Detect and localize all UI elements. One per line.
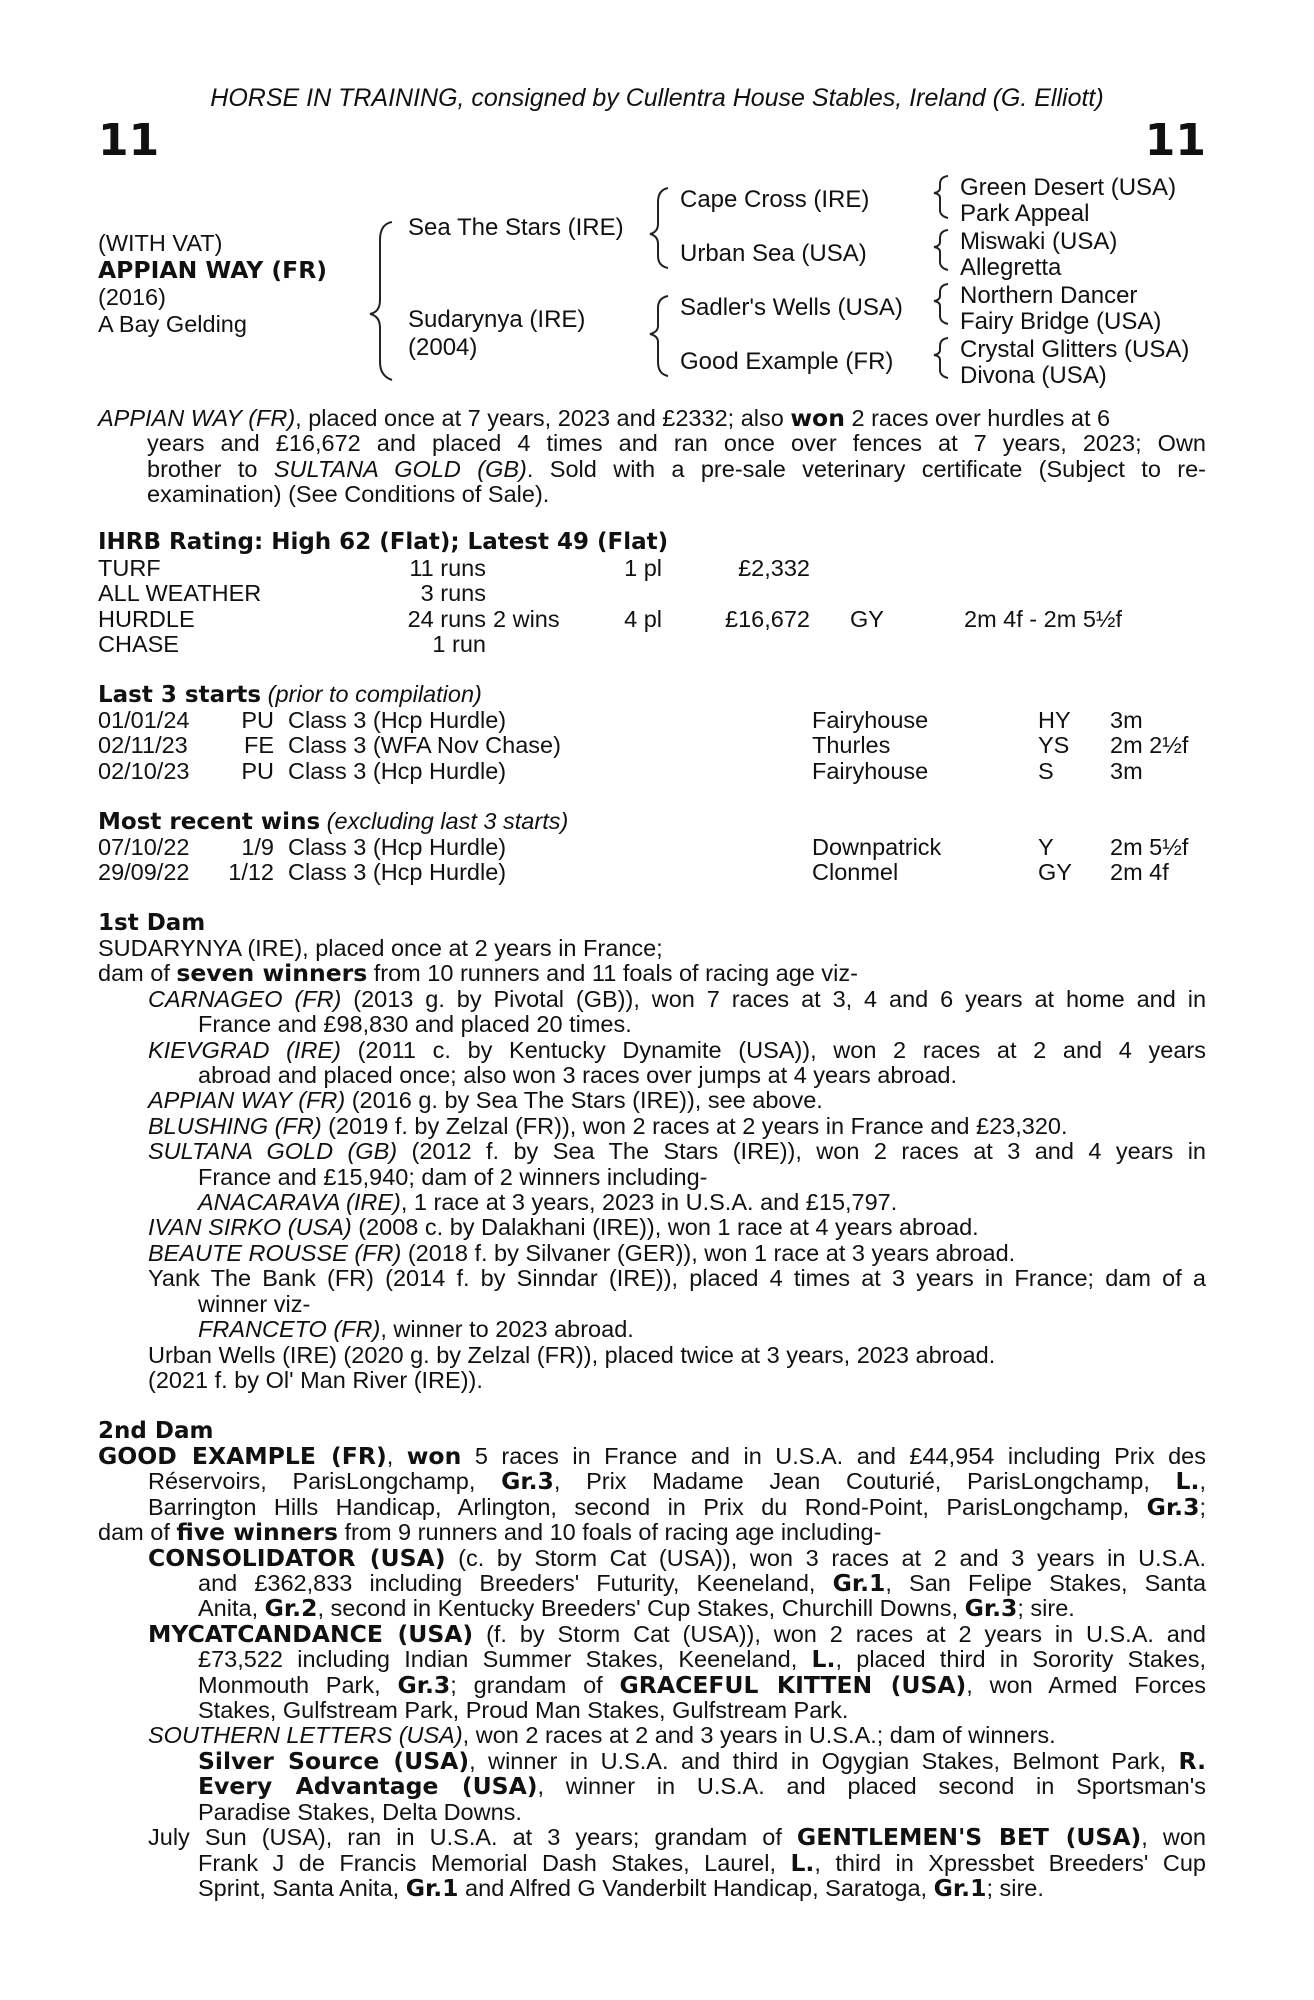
race-row	[98, 707, 1218, 732]
dam2-text: ,	[386, 1443, 407, 1469]
grandprogeny-line	[98, 1190, 1206, 1215]
grade-badge: Gr.2	[264, 1594, 318, 1623]
progeny-name: MYCATCANDANCE (USA)	[148, 1619, 474, 1648]
dam2-text: from 9 runners and 10 foals of racing age including-	[337, 1519, 882, 1546]
progeny-text: , winner in U.S.A. and placed second in Sportsman's	[537, 1773, 1206, 1800]
progeny-text: (2012 f. by Sea The Stars (IRE)), won 2 races at 3 and 4 years in	[397, 1138, 1206, 1165]
vat-note: (WITH VAT)	[98, 230, 223, 256]
progeny-line: France and £98,830 and placed 20 times.	[198, 1011, 632, 1038]
horse-description: A Bay Gelding	[98, 311, 247, 337]
progeny-line	[98, 1543, 1206, 1572]
sds: Miswaki (USA)	[960, 228, 1118, 255]
grade-badge: L.	[790, 1848, 815, 1877]
race-row	[98, 758, 1218, 783]
progeny-text: July Sun (USA), ran in U.S.A. at 3 years; grandam of	[148, 1824, 797, 1851]
cell-position: PU	[241, 757, 274, 784]
dam-text: dam of	[98, 960, 177, 987]
cell-race: Class 3 (Hcp Hurdle)	[288, 859, 507, 886]
grandprogeny-line: Paradise Stakes, Delta Downs.	[198, 1798, 522, 1825]
summary-text: brother to	[147, 455, 274, 482]
last3-heading: Last 3 starts	[98, 682, 262, 708]
progeny-text: (2019 f. by Zelzal (FR)), won 2 races at 2 years in France and £23,320.	[321, 1112, 1068, 1139]
progeny-text: Monmouth Park,	[198, 1671, 398, 1698]
cell-prize: £16,672	[725, 605, 810, 632]
progeny-text: ; grandam of	[450, 1671, 620, 1698]
cell-runs: 24 runs	[407, 605, 486, 632]
cell-date: 02/10/23	[98, 757, 190, 784]
progeny-line	[98, 1114, 1206, 1139]
progeny-text: and £362,833 including Breeders' Futurity, Keeneland,	[198, 1570, 833, 1597]
progeny-text: (f. by Storm Cat (USA)), won 2 races at 2 years in U.S.A. and	[473, 1620, 1206, 1647]
cell-course: Thurles	[812, 732, 891, 759]
progeny-name: SOUTHERN LETTERS (USA)	[148, 1722, 463, 1749]
cell-position: 1/9	[241, 834, 274, 860]
progeny-line: winner viz-	[198, 1290, 311, 1317]
progeny-line: France and £15,940; dam of 2 winners including-	[198, 1163, 708, 1190]
cell-race: Class 3 (Hcp Hurdle)	[288, 834, 507, 860]
dam2-text: ;	[1199, 1493, 1206, 1520]
grade-badge: R.	[1178, 1746, 1206, 1775]
summary-line: years and £16,672 and placed 4 times and ran once over fences at 7 years, 2023; Own	[147, 430, 1206, 457]
progeny-name: KIEVGRAD (IRE)	[148, 1036, 341, 1063]
recent-heading-line	[98, 808, 568, 835]
progeny-name: SULTANA GOLD (GB)	[148, 1138, 398, 1165]
progeny-text: (2008 c. by Dalakhani (IRE)), won 1 race at 4 years abroad.	[351, 1214, 979, 1241]
race-row	[98, 859, 1218, 884]
progeny-name: CONSOLIDATOR (USA)	[148, 1543, 446, 1572]
dam-text: from 10 runners and 11 foals of racing age viz-	[367, 960, 858, 987]
progeny-line	[98, 1241, 1206, 1266]
cell-race: Class 3 (Hcp Hurdle)	[288, 707, 507, 733]
ihrb-row	[98, 580, 1218, 605]
cell-surface: TURF	[98, 555, 161, 581]
grade-badge: L.	[1175, 1467, 1200, 1496]
dam2-text: Barrington Hills Handicap, Arlington, second in Prix du Rond-Point, ParisLongchamp,	[148, 1493, 1147, 1520]
progeny-line	[98, 1619, 1206, 1648]
progeny-line: Yank The Bank (FR) (2014 f. by Sinndar (IRE)), placed 4 times at 3 years in France; dam of a	[148, 1265, 1206, 1292]
cell-going: S	[1038, 757, 1054, 784]
progeny-text: £73,522 including Indian Summer Stakes, Keeneland,	[198, 1646, 812, 1673]
summary-won: won	[790, 404, 845, 432]
summary-text: . Sold with a pre-sale veterinary certificate (Subject to re-	[526, 455, 1206, 482]
progeny-line	[98, 987, 1206, 1012]
progeny-name: BEAUTE ROUSSE (FR)	[148, 1239, 402, 1266]
horse-name: APPIAN WAY (FR)	[98, 256, 328, 284]
progeny-text: (2016 g. by Sea The Stars (IRE)), see above.	[345, 1087, 823, 1114]
summary-text: 2 races over hurdles at 6	[844, 405, 1111, 431]
cell-position: 1/12	[228, 859, 274, 886]
progeny-text: , winner to 2023 abroad.	[380, 1316, 634, 1343]
progeny-text: , winner in U.S.A. and third in Ogygian Stakes, Belmont Park,	[469, 1747, 1179, 1774]
grade-badge: Gr.1	[933, 1873, 987, 1902]
progeny-name: ANACARAVA (IRE)	[198, 1189, 401, 1216]
cell-going: GY	[1038, 859, 1072, 886]
summary-paragraph	[98, 406, 1206, 508]
dam-line: SUDARYNYA (IRE), placed once at 2 years in France;	[98, 935, 663, 961]
grade-badge: Gr.3	[964, 1594, 1018, 1623]
dss: Northern Dancer	[960, 282, 1138, 309]
dam2-line	[98, 1444, 1206, 1469]
cell-runs: 11 runs	[409, 555, 486, 581]
progeny-name: BLUSHING (FR)	[148, 1112, 322, 1139]
progeny-text: Anita,	[198, 1595, 265, 1622]
recent-note: (excluding last 3 starts)	[326, 808, 569, 834]
dam2-winners: five winners	[176, 1518, 338, 1547]
cell-dist: 2m 4f - 2m 5½f	[964, 605, 1123, 632]
progeny-text: Frank J de Francis Memorial Dash Stakes, Laurel,	[198, 1849, 791, 1876]
progeny-text: and Alfred G Vanderbilt Handicap, Saratoga,	[458, 1874, 934, 1901]
page-header: HORSE IN TRAINING, consigned by Cullentra House Stables, Ireland (G. Elliott)	[210, 84, 1104, 112]
cell-date: 29/09/22	[98, 859, 190, 886]
dam2-text: 5 races in France and in U.S.A. and £44,954 including Prix des	[461, 1443, 1206, 1469]
grade-badge: L.	[811, 1645, 836, 1674]
progeny-line: Stakes, Gulfstream Park, Proud Man Stakes, Gulfstream Park.	[198, 1697, 849, 1724]
progeny-line: Urban Wells (IRE) (2020 g. by Zelzal (FR)), placed twice at 3 years, 2023 abroad.	[148, 1341, 996, 1368]
ssd: Park Appeal	[960, 200, 1090, 227]
grandprogeny-line	[98, 1746, 1206, 1775]
progeny-line	[98, 1596, 1206, 1621]
lot-number-right: 11	[1144, 115, 1206, 166]
cell-going: HY	[1038, 707, 1071, 733]
progeny-text: (2018 f. by Silvaner (GER)), won 1 race at 3 years abroad.	[401, 1239, 1016, 1266]
cell-position: FE	[243, 732, 274, 759]
progeny-text: , won 2 races at 2 and 3 years in U.S.A.; dam of winners.	[462, 1722, 1056, 1749]
cell-prize: £2,332	[738, 555, 810, 581]
recent-heading: Most recent wins	[98, 809, 321, 835]
dam2-name: GOOD EXAMPLE (FR)	[98, 1442, 387, 1470]
cell-dist: 2m 2½f	[1110, 732, 1189, 759]
cell-dist: 2m 5½f	[1110, 834, 1189, 860]
race-row	[98, 732, 1218, 757]
progeny-line	[98, 1873, 1206, 1902]
progeny-name: FRANCETO (FR)	[198, 1316, 381, 1343]
progeny-line	[98, 1571, 1206, 1596]
dam2-text: Réservoirs, ParisLongchamp,	[148, 1468, 502, 1495]
dam-year: (2004)	[408, 334, 478, 361]
cell-course: Downpatrick	[812, 834, 942, 860]
progeny-line	[98, 1215, 1206, 1240]
ihrb-heading: IHRB Rating: High 62 (Flat); Latest 49 (Flat)	[98, 529, 669, 555]
progeny-line: (2021 f. by Ol' Man River (IRE)).	[148, 1366, 483, 1393]
cell-date: 02/11/23	[98, 732, 188, 759]
ihrb-table	[98, 555, 1218, 657]
progeny-text: , 1 race at 3 years, 2023 in U.S.A. and £15,797.	[400, 1189, 898, 1216]
progeny-name: IVAN SIRKO (USA)	[148, 1214, 352, 1241]
grade-badge: Gr.3	[1146, 1492, 1200, 1521]
ihrb-row	[98, 606, 1218, 631]
dam2-line	[98, 1469, 1206, 1494]
cell-dist: 3m	[1110, 757, 1143, 784]
progeny-text: (2013 g. by Pivotal (GB)), won 7 races at 3, 4 and 6 years at home and in	[341, 985, 1207, 1012]
progeny-line	[98, 1088, 1206, 1113]
lot-number-left: 11	[98, 115, 160, 166]
progeny-text: ; sire.	[1017, 1595, 1075, 1622]
progeny-line: abroad and placed once; also won 3 races over jumps at 4 years abroad.	[198, 1062, 957, 1089]
progeny-name: APPIAN WAY (FR)	[148, 1087, 346, 1114]
progeny-line	[98, 1848, 1206, 1877]
ihrb-row	[98, 631, 1218, 656]
cell-race: Class 3 (WFA Nov Chase)	[288, 732, 561, 759]
progeny-line	[98, 1723, 1206, 1748]
cell-dist: 2m 4f	[1110, 859, 1169, 886]
progeny-name: Silver Source (USA)	[198, 1746, 470, 1775]
progeny-line	[98, 1825, 1206, 1850]
grade-badge: Gr.1	[832, 1569, 886, 1598]
progeny-name: GENTLEMEN'S BET (USA)	[796, 1823, 1142, 1852]
first-dam-heading: 1st Dam	[98, 910, 206, 936]
dds: Crystal Glitters (USA)	[960, 336, 1190, 363]
cell-surface: ALL WEATHER	[98, 580, 262, 607]
sdd: Allegretta	[960, 254, 1062, 281]
cell-surface: CHASE	[98, 631, 179, 658]
progeny-text: , placed third in Sorority Stakes,	[835, 1646, 1207, 1673]
progeny-line	[98, 1670, 1207, 1699]
ddd: Divona (USA)	[960, 362, 1107, 389]
progeny-text: , San Felipe Stakes, Santa	[885, 1570, 1207, 1597]
progeny-text: , won	[1141, 1824, 1206, 1851]
progeny-text: (2011 c. by Kentucky Dynamite (USA)), won 2 races at 2 and 4 years	[340, 1036, 1206, 1063]
grandprogeny-line	[98, 1317, 1206, 1342]
recent-table	[98, 834, 1218, 885]
cell-going: GY	[850, 605, 884, 632]
progeny-text: ; sire.	[986, 1874, 1044, 1901]
cell-going: Y	[1038, 834, 1054, 860]
cell-wins: 2 wins	[493, 605, 560, 632]
progeny-text: (c. by Storm Cat (USA)), won 3 races at 2 and 3 years in U.S.A.	[445, 1544, 1206, 1571]
progeny-text: Sprint, Santa Anita,	[198, 1874, 406, 1901]
cell-course: Fairyhouse	[812, 757, 929, 784]
sire-name: Sea The Stars (IRE)	[408, 214, 624, 241]
progeny-line	[98, 1647, 1206, 1672]
cell-race: Class 3 (Hcp Hurdle)	[288, 757, 507, 784]
summary-sibling: SULTANA GOLD (GB)	[273, 455, 527, 482]
dam2-text: , Prix Madame Jean Couturié, ParisLongchamp,	[553, 1468, 1176, 1495]
grade-badge: Gr.3	[397, 1670, 451, 1699]
sire-sire: Cape Cross (IRE)	[680, 186, 870, 213]
last3-heading-line	[98, 681, 482, 708]
cell-date: 07/10/22	[98, 834, 190, 860]
summary-horse-name: APPIAN WAY (FR)	[98, 405, 296, 431]
first-dam-section	[98, 936, 1206, 1393]
dam2-line	[98, 1520, 1206, 1545]
progeny-text: , second in Kentucky Breeders' Cup Stakes, Churchill Downs,	[317, 1595, 965, 1622]
dam2-won: won	[406, 1442, 462, 1470]
dam-dam: Good Example (FR)	[680, 348, 894, 375]
grade-badge: Gr.1	[405, 1873, 459, 1902]
second-dam-section	[98, 1444, 1206, 1901]
cell-course: Clonmel	[812, 859, 899, 886]
sire-dam: Urban Sea (USA)	[680, 240, 867, 267]
cell-surface: HURDLE	[98, 605, 195, 632]
dam-sire: Sadler's Wells (USA)	[680, 294, 903, 321]
cell-course: Fairyhouse	[812, 707, 929, 733]
summary-line: examination) (See Conditions of Sale).	[147, 481, 550, 508]
sss: Green Desert (USA)	[960, 174, 1177, 201]
progeny-name: GRACEFUL KITTEN (USA)	[619, 1670, 967, 1699]
cell-runs: 1 run	[432, 631, 486, 658]
cell-position: PU	[241, 707, 274, 733]
dam-name: Sudarynya (IRE)	[408, 306, 586, 333]
foaling-year: (2016)	[98, 284, 166, 310]
dam2-line	[98, 1492, 1206, 1521]
dsd: Fairy Bridge (USA)	[960, 308, 1162, 335]
cell-places: 4 pl	[624, 605, 662, 632]
race-row	[98, 834, 1218, 859]
cell-places: 1 pl	[624, 555, 662, 581]
ihrb-row	[98, 555, 1218, 580]
cell-going: YS	[1038, 732, 1070, 759]
last3-table	[98, 707, 1218, 783]
second-dam-heading: 2nd Dam	[98, 1418, 214, 1444]
last3-note: (prior to compilation)	[267, 681, 482, 707]
progeny-line	[98, 1038, 1206, 1063]
grade-badge: Gr.3	[501, 1467, 554, 1496]
progeny-text: , third in Xpressbet Breeders' Cup	[814, 1849, 1206, 1876]
cell-dist: 3m	[1110, 707, 1143, 733]
dam-winners: seven winners	[176, 959, 368, 988]
grandprogeny-line	[98, 1774, 1206, 1799]
dam2-text: dam of	[98, 1519, 177, 1546]
progeny-line	[98, 1139, 1206, 1164]
progeny-name: CARNAGEO (FR)	[148, 985, 342, 1012]
cell-date: 01/01/24	[98, 707, 190, 733]
cell-runs: 3 runs	[420, 580, 486, 607]
progeny-text: , won Armed Forces	[966, 1671, 1207, 1698]
progeny-name: Every Advantage (USA)	[198, 1772, 538, 1801]
summary-text: , placed once at 7 years, 2023 and £2332; also	[295, 405, 791, 431]
dam2-text: ,	[1199, 1468, 1206, 1495]
